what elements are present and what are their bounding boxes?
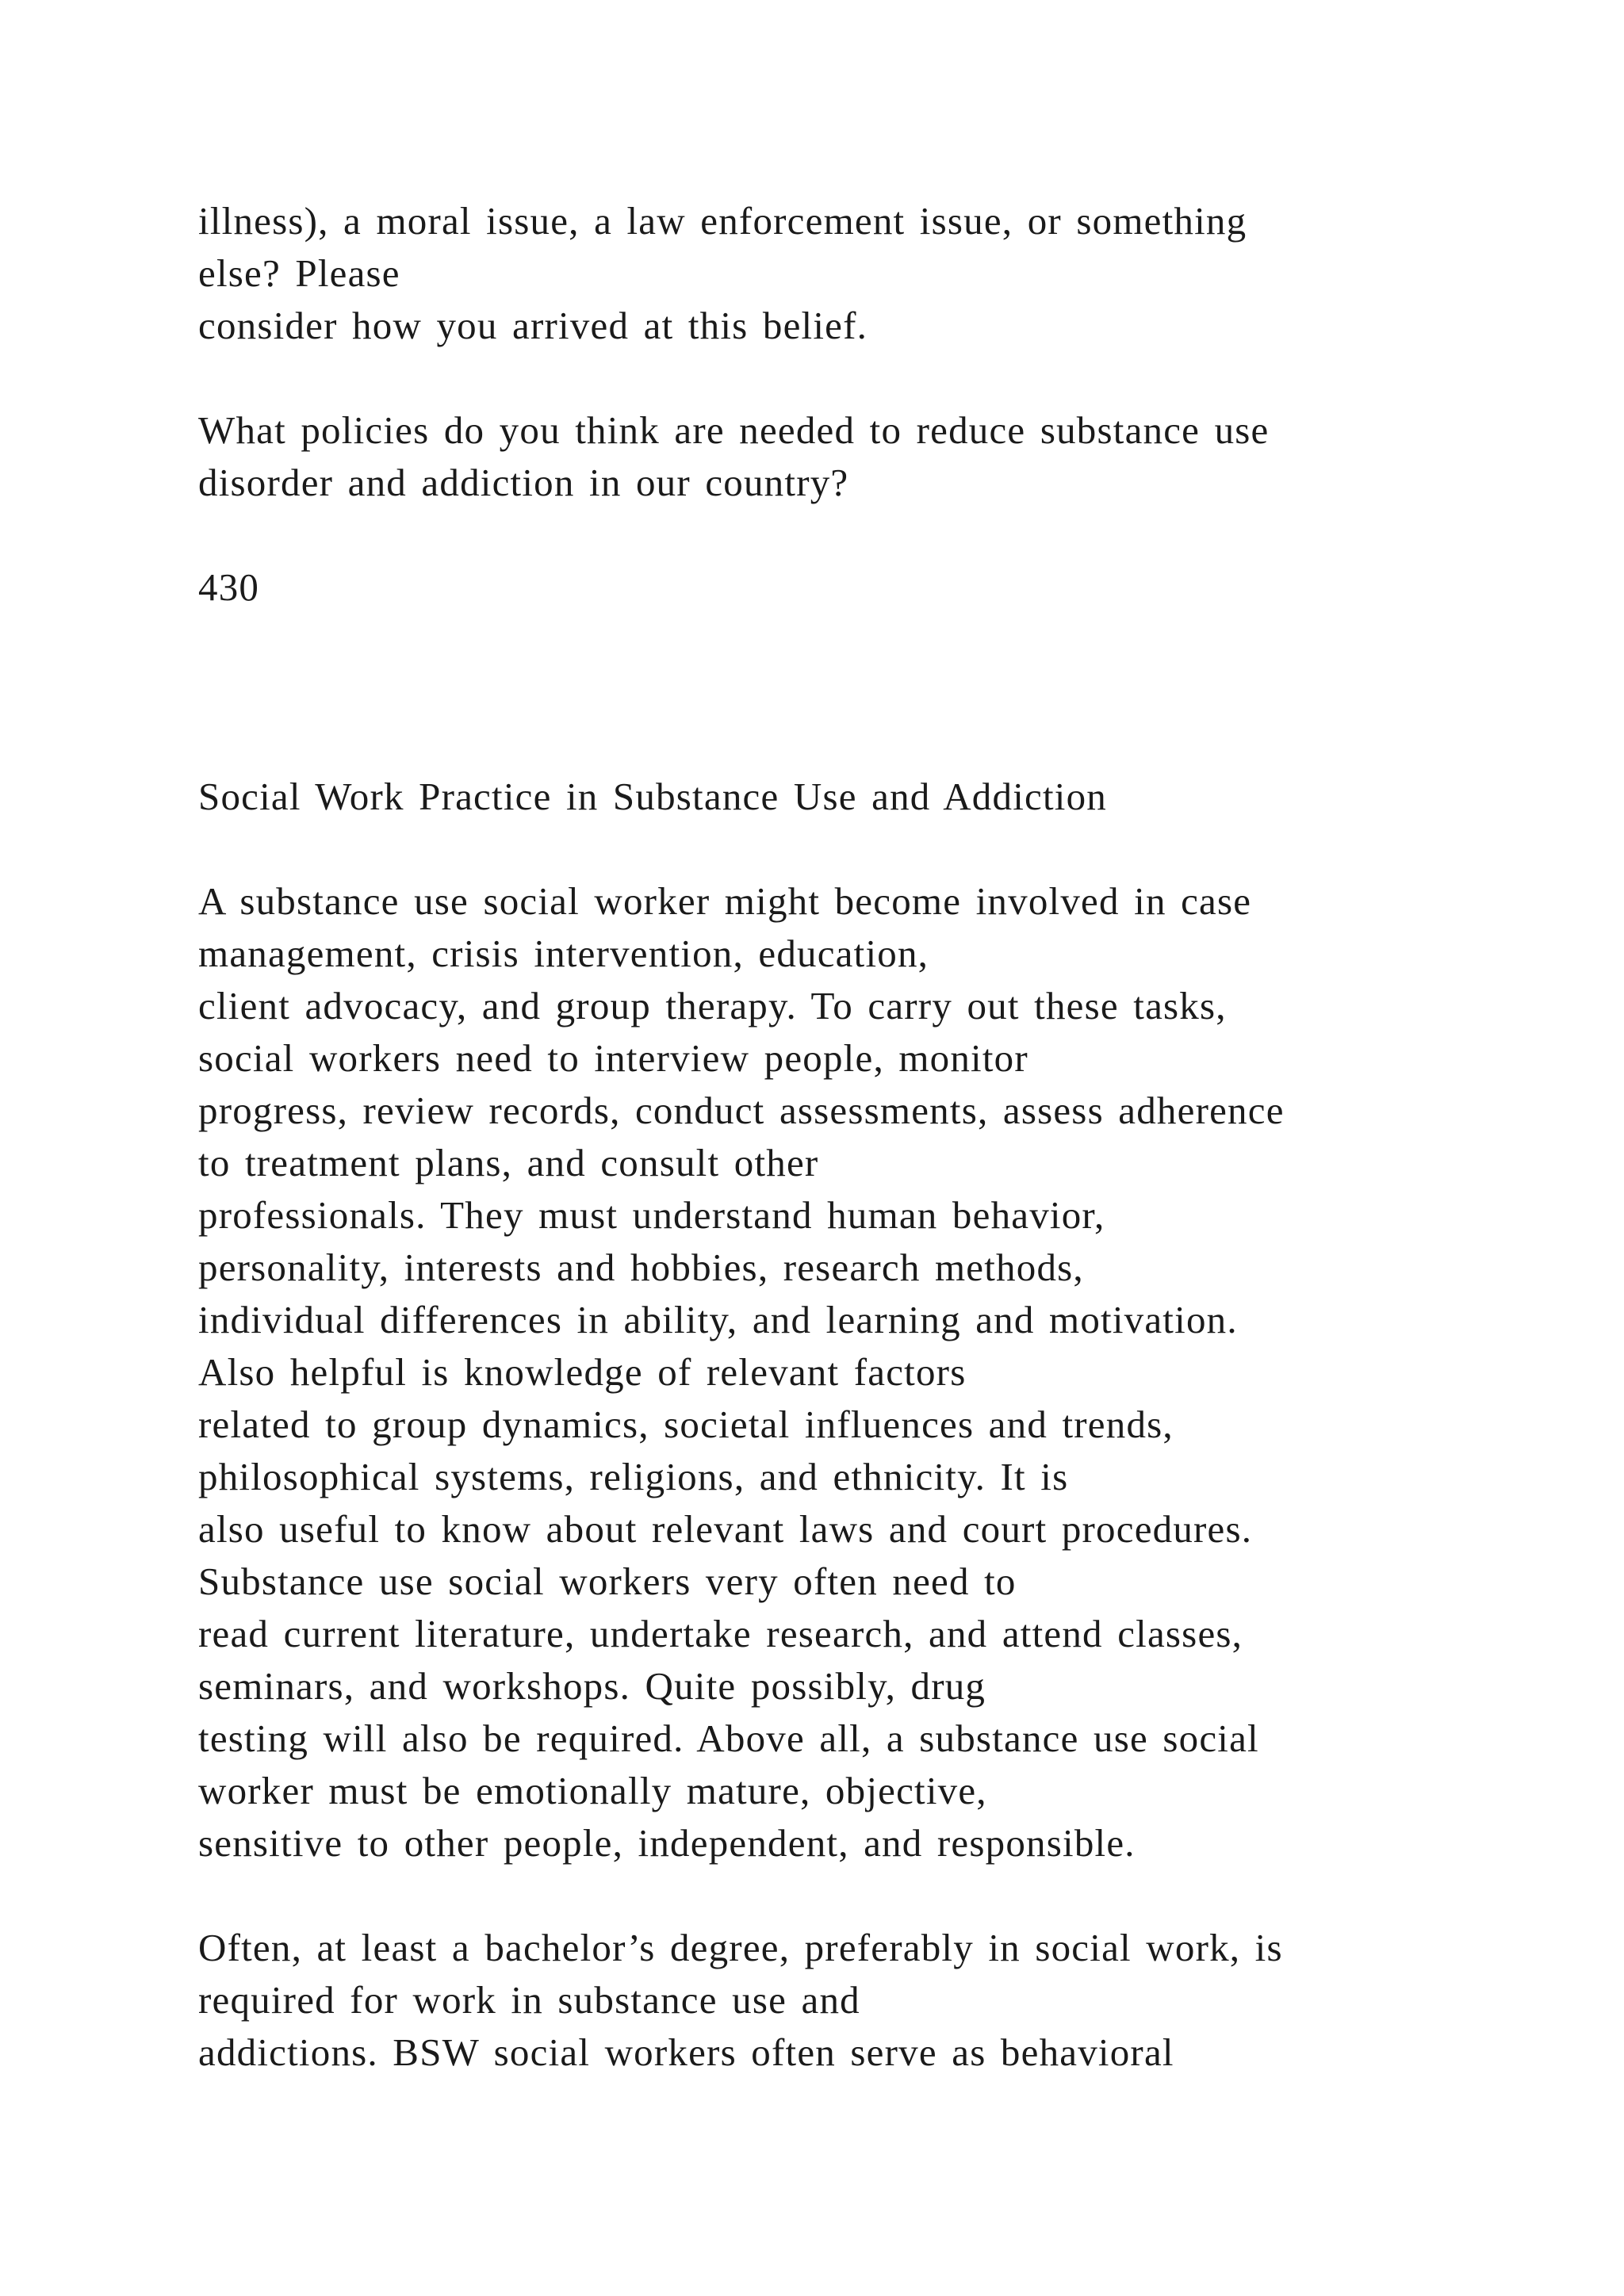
text-line: Also helpful is knowledge of relevant factors: [198, 1350, 967, 1394]
text-line: also useful to know about relevant laws and court procedures.: [198, 1507, 1253, 1551]
text-line: worker must be emotionally mature, objective,: [198, 1769, 987, 1812]
text-line: required for work in substance use and: [198, 1978, 860, 2022]
text-line: Often, at least a bachelor’s degree, preferably in social work, is: [198, 1926, 1283, 1969]
text-line: testing will also be required. Above all, a substance use social: [198, 1716, 1259, 1760]
text-line: What policies do you think are needed to reduce substance use: [198, 408, 1270, 452]
text-line: individual differences in ability, and learning and motivation.: [198, 1298, 1238, 1341]
text-line: addictions. BSW social workers often serve as behavioral: [198, 2030, 1174, 2074]
text-line: progress, review records, conduct assessments, assess adherence: [198, 1089, 1285, 1132]
text-line: management, crisis intervention, education,: [198, 932, 929, 975]
text-line: A substance use social worker might become involved in case: [198, 879, 1252, 923]
text-line: seminars, and workshops. Quite possibly, drug: [198, 1664, 986, 1708]
text-line: philosophical systems, religions, and ethnicity. It is: [198, 1455, 1069, 1498]
paragraph-gap: [198, 1869, 1562, 1922]
text-line: client advocacy, and group therapy. To carry out these tasks,: [198, 984, 1227, 1027]
paragraph-social-worker-role: [198, 875, 1562, 1869]
paragraph-gap: [198, 823, 1562, 875]
paragraph-moral-issue: [198, 195, 1562, 352]
text-line: illness), a moral issue, a law enforcement issue, or something: [198, 199, 1247, 243]
paragraph-gap: [198, 509, 1562, 561]
page-number: 430: [198, 565, 260, 609]
page-content: [198, 195, 1562, 2079]
text-line: consider how you arrived at this belief.: [198, 304, 868, 347]
text-line: else? Please: [198, 251, 400, 295]
paragraph-degree: [198, 1922, 1562, 2079]
text-line: professionals. They must understand human behavior,: [198, 1193, 1105, 1237]
text-line: disorder and addiction in our country?: [198, 461, 849, 504]
paragraph-policies: [198, 404, 1562, 509]
text-line: sensitive to other people, independent, and responsible.: [198, 1821, 1136, 1865]
text-line: social workers need to interview people, monitor: [198, 1036, 1028, 1080]
text-line: personality, interests and hobbies, research methods,: [198, 1246, 1084, 1289]
text-line: to treatment plans, and consult other: [198, 1141, 819, 1184]
section-heading: Social Work Practice in Substance Use and Addiction: [198, 775, 1107, 818]
text-line: Substance use social workers very often need to: [198, 1559, 1017, 1603]
paragraph-gap: [198, 352, 1562, 404]
text-line: read current literature, undertake research, and attend classes,: [198, 1612, 1243, 1655]
text-line: related to group dynamics, societal influences and trends,: [198, 1402, 1174, 1446]
section-gap: [198, 614, 1562, 771]
